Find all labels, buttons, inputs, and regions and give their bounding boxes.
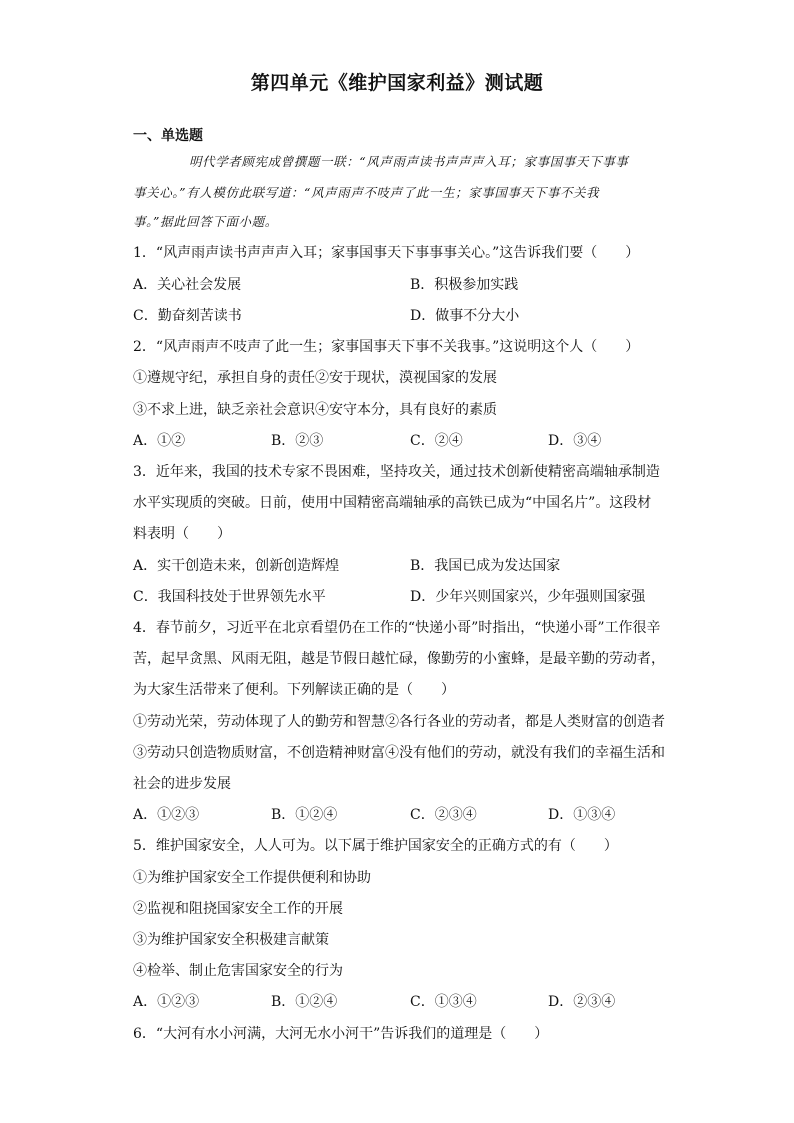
question-1-option-b: B．积极参加实践 bbox=[410, 277, 519, 293]
question-3-option-d: D．少年兴则国家兴，少年强则国家强 bbox=[410, 589, 646, 605]
question-5-statement: ③为维护国家安全积极建言献策 bbox=[133, 932, 329, 948]
question-4-stem: 苦，起早贪黑、风雨无阻，越是节假日越忙碌，像勤劳的小蜜蜂，是最辛勤的劳动者， bbox=[133, 651, 665, 667]
question-3-option-a: A．实干创造未来，创新创造辉煌 bbox=[133, 558, 340, 574]
section-heading: 一、单选题 bbox=[133, 128, 203, 144]
question-4-stem: 4．春节前夕，习近平在北京看望仍在工作的“快递小哥”时指出，“快递小哥”工作很辛 bbox=[133, 620, 661, 636]
page-title: 第四单元《维护国家利益》测试题 bbox=[250, 72, 544, 94]
question-4-statement: ①劳动光荣，劳动体现了人的勤劳和智慧②各行各业的劳动者，都是人类财富的创造者 bbox=[133, 714, 665, 730]
question-6-stem: 6．“大河有水小河满，大河无水小河干”告诉我们的道理是（ ） bbox=[133, 1026, 549, 1042]
question-4-option-d: D．①③④ bbox=[548, 807, 616, 823]
question-5-option-a: A．①②③ bbox=[133, 994, 200, 1010]
question-4-option-b: B．①②④ bbox=[271, 807, 338, 823]
question-1-option-a: A．关心社会发展 bbox=[133, 277, 242, 293]
question-2-statement: ①遵规守纪，承担自身的责任②安于现状，漠视国家的发展 bbox=[133, 370, 497, 386]
question-5-statement: ④检举、制止危害国家安全的行为 bbox=[133, 963, 343, 979]
question-3-stem: 水平实现质的突破。日前，使用中国精密高端轴承的高铁已成为“中国名片”。这段材 bbox=[133, 495, 652, 511]
question-2-stem: 2．“风声雨声不吱声了此一生；家事国事天下事不关我事。”这说明这个人（ ） bbox=[133, 339, 640, 355]
question-3-option-b: B．我国已成为发达国家 bbox=[410, 558, 561, 574]
question-4-statement: ③劳动只创造物质财富，不创造精神财富④没有他们的劳动，就没有我们的幸福生活和 bbox=[133, 745, 665, 761]
question-5-option-d: D．②③④ bbox=[548, 994, 616, 1010]
question-1-option-c: C．勤奋刻苦读书 bbox=[133, 308, 242, 324]
material-line: 事关心。”有人模仿此联写道：“风声雨声不吱声了此一生；家事国事天下事不关我 bbox=[133, 185, 600, 200]
question-5-option-b: B．①②④ bbox=[271, 994, 338, 1010]
question-4-statement: 社会的进步发展 bbox=[133, 776, 231, 792]
question-5-stem: 5．维护国家安全，人人可为。以下属于维护国家安全的正确方式的有（ ） bbox=[133, 838, 618, 854]
question-2-statement: ③不求上进，缺乏亲社会意识④安守本分，具有良好的素质 bbox=[133, 402, 497, 418]
question-3-stem: 3．近年来，我国的技术专家不畏困难，坚持攻关，通过技术创新使精密高端轴承制造 bbox=[133, 464, 660, 480]
question-2-option-b: B．②③ bbox=[271, 433, 324, 449]
question-4-stem: 为大家生活带来了便利。下列解读正确的是（ ） bbox=[133, 682, 455, 698]
question-1-stem: 1．“风声雨声读书声声声入耳；家事国事天下事事事关心。”这告诉我们要（ ） bbox=[133, 245, 640, 261]
question-4-option-a: A．①②③ bbox=[133, 807, 200, 823]
question-3-option-c: C．我国科技处于世界领先水平 bbox=[133, 589, 326, 605]
question-2-option-d: D．③④ bbox=[548, 433, 602, 449]
question-3-stem: 料表明（ ） bbox=[133, 526, 231, 542]
question-1-option-d: D．做事不分大小 bbox=[410, 308, 520, 324]
question-2-option-a: A．①② bbox=[133, 433, 186, 449]
material-line: 明代学者顾宪成曾撰题一联：“风声雨声读书声声声入耳；家事国事天下事事 bbox=[189, 154, 629, 169]
material-line: 事。”据此回答下面小题。 bbox=[133, 214, 278, 229]
question-5-statement: ②监视和阻挠国家安全工作的开展 bbox=[133, 901, 343, 917]
question-4-option-c: C．②③④ bbox=[410, 807, 477, 823]
question-5-option-c: C．①③④ bbox=[410, 994, 477, 1010]
question-5-statement: ①为维护国家安全工作提供便利和协助 bbox=[133, 870, 371, 886]
question-2-option-c: C．②④ bbox=[410, 433, 463, 449]
